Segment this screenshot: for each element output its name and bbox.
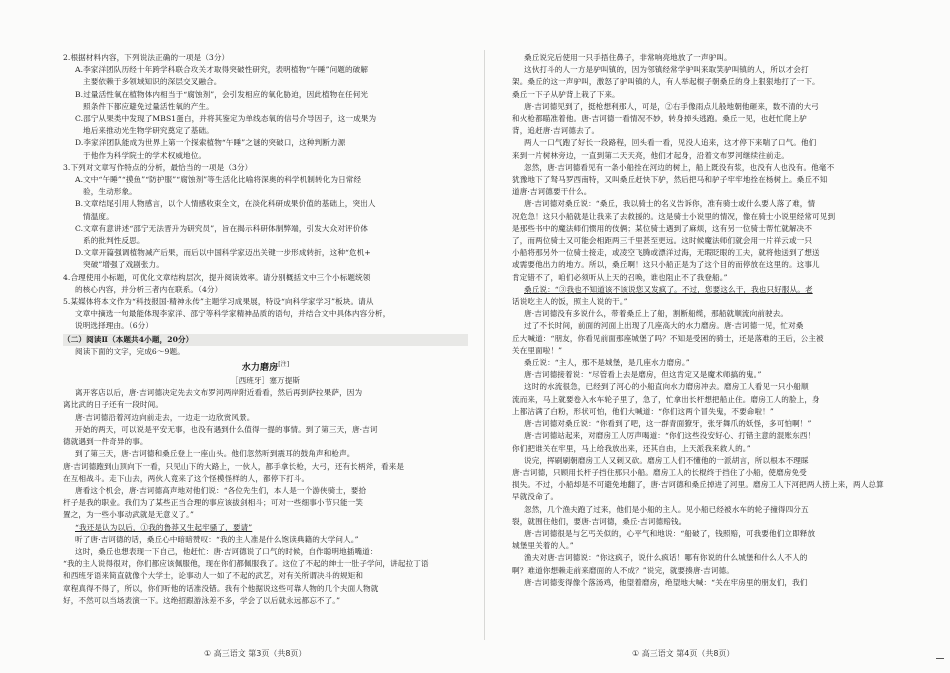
story-para-7: 听了唐·吉诃德的话，桑丘心中暗暗赞叹：“我的主人准是什么饱读典籍的大学问人。” (75, 534, 359, 544)
r-para-15: 说完，挥刷刷朝磨房工人又刺又砍。磨房工人们不懂他的一派胡言，所以根本不理睬 (524, 455, 809, 465)
r-para-3-cont: 和火枪都瞄准着他。唐·吉诃德一看情况不妙，转身掉头逃跑。桑丘一见，也赶忙爬上驴 (512, 114, 807, 124)
r-para-1: 桑丘说完后使用一只手捂住鼻子，非常响亮地放了一声驴叫。 (524, 53, 732, 62)
q5-stem-cont-2: 说明选择理由。（6分） (75, 321, 154, 331)
r-para-6-cont-4: 小船将那另外一位骑士接走，或凌空飞腾或漂洋过海，无瑕眨眼的工夫，就将他送到了想送 (512, 248, 820, 258)
q3-option-d-cont: 突破”增强了戏剧张力。 (83, 260, 164, 270)
r-para-5-cont-2: 道唐·吉诃德要干什么。 (512, 187, 592, 197)
page-footer-right: ① 高三语文 第4页（共8页） (632, 649, 735, 658)
r-para-2-cont-2: 桑丘一下子从驴背上栽了下来。 (512, 89, 620, 99)
q3-option-a: A.文中“午睡”“摸鱼”“防护服”“腐蚀剂”等生活化比喻将深奥的科学机制转化为日常经 (75, 175, 362, 185)
r-para-17: 唐·吉诃德很是与乞丐关似的，心平气和地说：“船破了，钱照赔，可我要他们立即释放 (524, 528, 816, 538)
q2-option-d-cont: 于他作为科学院士的学术权威地位。 (83, 150, 207, 160)
r-para-9-cont-2: 关在里面啦！” (512, 345, 563, 355)
r-para-9: 过了不长时间，前面的河面上出现了几座高大的水力磨房。唐·吉诃德一见，忙对桑 (524, 321, 804, 331)
r-para-2-cont: 架。桑丘的这一声驴叫，激怒了驴叫镇的人，有人举起棍子朝桑丘的身上狠狠地打了一下。 (512, 77, 820, 87)
q2-option-a: A.李家洋团队历经十年跨学科联合攻关才取得突破性研究，表明植物“午睡”问题的破解 (75, 65, 369, 75)
story-para-6: “我还是认为以后，①我的鲁莽又生起牢骚了，要请” (75, 522, 253, 532)
r-para-2: 这伙打斗的人一方是驴叫镇的，因为邻镇经常学驴叫来取笑驴叫镇的人，所以才会打 (524, 65, 809, 75)
r-para-15-cont-2: 损失。不过，小船却是不可避免地翻了，唐·吉诃德和桑丘掉进了河里。磨房工人下河把两人捞上来，两人总算 (512, 480, 884, 490)
r-para-6-cont: 况危急！这只小船就是让我来了去救援的。这是骑士小说里的情况，像在骑士小说里经常可见到 (512, 211, 836, 221)
r-para-17-cont: 城堡里关着的人。” (512, 541, 574, 551)
story-title-note: [注] (278, 361, 290, 369)
r-para-10: 桑丘说：“主人，那不是城堡，是几座水力磨房。” (524, 358, 690, 368)
column-divider (484, 50, 485, 640)
story-para-3-cont: 德就遇到一件奇异的事。 (63, 437, 148, 447)
r-para-8: 唐·吉诃德没有多说什么，带着桑丘上了船，割断船缆，那船就顺流向前驶去。 (524, 309, 789, 319)
r-para-5-cont: 犹豫地下了驽马罗西南特，又叫桑丘赶快下驴，然后把马和驴子牢牢地拴在杨树上。桑丘不知 (512, 175, 828, 185)
q3-option-d: D.文章开篇强调植物减产后果，而后以中国科学家迈出关键一步形成转折，这种“危机+ (75, 248, 371, 258)
q3-option-c: C.文章有意讲述“邵宁无法晋升为研究员”，旨在揭示科研体制弊端，引发大众对评价体 (75, 223, 369, 233)
story-para-5-cont-2: 置之，为一些小事动武就是无意义了。” (63, 510, 194, 520)
q4-stem-cont: 的核心内容，并分析三者内在联系。（4分） (75, 284, 223, 294)
q3-option-b: B.文章结尾引用人物感言，以个人情感收束全文，在淡化科研成果价值的基础上，突出人 (75, 199, 376, 209)
story-para-1-cont: 离比武的日子还有一段时间。 (63, 400, 164, 410)
q3-option-c-cont: 系的批判性反思。 (83, 236, 145, 246)
r-para-14: 唐·吉诃德站起来，对磨房工人厉声喝道：“你们这些没安好心、打错主意的混账东西！ (524, 431, 816, 441)
q3-option-a-cont: 验，生动形象。 (83, 187, 137, 197)
r-para-3-cont-2: 背，追赶唐·吉诃德去了。 (512, 126, 600, 136)
r-para-12: 这时的水流很急，已经到了河心的小船直向水力磨房冲去。磨房工人看见一只小船顺 (524, 382, 809, 392)
q2-option-c: C.邵宁从果类中发现了MBS1蛋白，并将其鉴定为单线态氧的信号介导因子，这一成果为 (75, 114, 377, 124)
q3-option-b-cont: 情温度。 (83, 211, 114, 221)
q5-stem-cont: 文章中摘选一句最能体现李家洋、邵宁等科学家精神品质的语句，并结合文中具体内容分析， (75, 309, 391, 319)
left-column (63, 52, 468, 607)
r-para-16: 忽然，几个渔夫跑了过来，他们是小船的主人。见小船已经被水车的轮子撞得四分五 (524, 504, 809, 514)
r-para-5: 忽然，唐·吉诃德看见有一条小船拴在河边的树上，船上既没有浆，也没有人也没有。他毫不 (524, 162, 835, 172)
story-para-4: 到了第三天，唐·吉诃德和桑丘登上一座山头。他们忽然听到震耳的鼓角声和枪声。 (75, 449, 355, 459)
r-para-15-cont: 唐·吉诃德，只顾用长杆子挡住那只小船。磨房工人的长棍终于挡住了小船，使磨房免受 (512, 467, 807, 477)
story-para-3: 开始的两天，可以说是平安无事，也没有遇到什么值得一提的事情。到了第三天，唐·吉诃 (75, 424, 378, 434)
story-para-5: 唐看这个机会，唐·吉诃德高声地对他们说：“各位先生们，本人是一个游侠骑士，要拾 (75, 485, 367, 495)
story-title-text: 水力磨房 (241, 363, 279, 374)
story-para-8-cont-3: 章程真得不得了，所以，你们听他的话准没错。我有个他据说这些可靠人物的几个夫面人物就 (63, 583, 379, 593)
section-header: （二）阅读Ⅱ（本题共4小题，20分） (63, 334, 468, 346)
r-para-3: 唐·吉诃德见到了，挺枪想利那人，可是，②右手像雨点儿般地朝他砸来，数不清的大弓 (524, 101, 819, 111)
r-para-7-cont: 话说吃主人的饭，照主人说的干。” (512, 297, 628, 307)
r-para-11: 唐·吉诃德接着说：“尽管看上去是磨房，但这肯定又是魔术师搞的鬼。” (524, 370, 762, 380)
q2-option-d: D.李家洋团队能成为世界上第一个探索植物“午睡”之谜的突破口，这种判断力源 (75, 138, 346, 148)
r-para-6-cont-5: 或需要他出力的地方。所以，桑丘啊！这只小船正是为了这个目的而停放在这里的。这事儿 (512, 260, 820, 270)
r-para-13: 唐·吉诃德对桑丘说：“你看到了吧，这一群青面獠牙，张牙舞爪的妖怪，多可怕啊！” (524, 419, 812, 429)
r-para-6-cont-6: 肯定错不了，咱们必须听从上天的召唤，谁也阻止不了我登船。” (512, 272, 728, 282)
r-para-6: 唐·吉诃德对桑丘说：“桑丘，我以骑士的名义告诉你，准有骑士或什么要人落了难，情 (524, 199, 816, 209)
r-para-18-cont: 啊？难道你想赖走前来磨面的人不成？”说完，就要揍唐·吉诃德。 (512, 565, 734, 575)
q2-option-b-cont: 照条件下都应避免过量活性氧的产生。 (83, 101, 214, 111)
r-para-18: 渔夫对唐·吉诃德说：“你这疯子，说什么疯话！哪有你说的什么城堡和什么人不人的 (524, 553, 808, 563)
q2-option-c-cont: 地后来推动光生物学研究奠定了基础。 (83, 126, 214, 136)
r-para-7: 桑丘说：“③我也不知道该不该说您又发疯了。不过，您要这么干，我也只好服从。老 (524, 284, 813, 294)
section-intro: 阅读下面的文字，完成6～9题。 (75, 346, 185, 356)
right-column (512, 52, 917, 589)
r-para-19: 唐·吉诃德变得像个落汤鸡，他望着磨房，绝望地大喊：“关在牢房里的朋友们，我们 (524, 577, 808, 587)
margin-dash (936, 658, 944, 659)
story-para-8-cont-2: 和西班牙语来简直就像个大学士，论事动人一如了不起的武艺，对有关所谓决斗的规矩和 (63, 571, 364, 581)
r-para-4-cont: 来到一片树林旁边，一直到第二天天亮，他们才起身，沿着文布罗河继续往前走。 (512, 150, 789, 160)
r-para-15-cont-3: 早就没命了。 (512, 492, 559, 502)
r-para-12-cont: 流而来，马上就要卷入水车轮子里了，急了，忙拿出长杆想把船止住。磨房工人的脸上，身 (512, 394, 820, 404)
story-author: ［西班牙］塞万提斯 (230, 376, 301, 386)
r-para-14-cont: 你们把谁关在牢里，马上给我放出来，还其自由，上天派我来救人的。” (512, 443, 751, 453)
page-footer-left: ① 高三语文 第3页（共8页） (204, 649, 307, 658)
story-para-4-cont: 唐·吉诃德跑到山顶向下一看，只见山下的大路上，一伙人，都手拿长枪，大弓，还有长柄斧，看来是 (63, 461, 405, 471)
r-para-6-cont-2: 是那些书中的魔法师们惯用的伎俩；某位骑士遇到了麻烦，这有另一位骑士帮忙就解决不 (512, 223, 813, 233)
r-para-16-cont: 裂，就围住他们，要唐·吉诃德，桑丘·吉诃德赔钱。 (512, 516, 687, 526)
q5-stem: 5.某媒体将本文作为“科技报国·精神永传”主题学习成果展，特设“向科学家学习”板块。请从 (63, 297, 374, 307)
q2-option-a-cont: 主要依赖于多领域知识的深层交叉融合。 (83, 77, 222, 87)
r-para-4: 两人一口气跑了好长一段路程，回头看一看，见没人追来，这才停下来喘了口气。他们 (524, 138, 817, 148)
story-para-1: 离开客店以后，唐·吉诃德决定先去文布罗河两岸附近看看，然后再到萨拉果萨，因为 (75, 388, 363, 398)
q2-option-b: B.过量活性氧在植物体内相当于“腐蚀剂”，会引发相应的氧化胁迫，因此植物在任何光 (75, 89, 369, 99)
story-para-8-cont-4: 好，不然可以当场表演一下。这绝招跟游泳差不多，学会了以后就永远都忘不了。” (63, 595, 341, 605)
r-para-6-cont-3: 了，而两位骑士又可能会相距两三千里甚至更远。这时候魔法师们就会用一片祥云或一只 (512, 236, 813, 246)
story-title (63, 358, 468, 375)
story-para-8-cont: “我的主人说得很对，你们都应该佩服他，现在你们都佩服我了。这位了不起的绅士一肚子学问，讲起拉丁语 (63, 559, 429, 569)
r-para-9-cont: 丘大喊道：“朋友，你看见前面那座城堡了吗？不知是受困的骑士，还是落难的王后，公主被 (512, 333, 824, 343)
r-para-12-cont-2: 上都沾满了白粉，形状可怕，他们大喊道：“你们这两个冒失鬼，不要命啦！” (512, 406, 774, 416)
story-para-4-cont-2: 在互相战斗。走下山去，两伙人竟来了这个怪模怪样的人，都停下打斗。 (63, 473, 310, 483)
q3-stem: 3.下列对文章写作特点的分析，最恰当的一项是（3分） (63, 162, 253, 172)
story-para-2: 唐·吉诃德沿着河边向前走去，一边走一边欣赏风景。 (75, 412, 255, 422)
q2-stem: 2.根据材料内容，下列说法正确的一项是（3分） (63, 53, 230, 62)
q4-stem: 4.合理使用小标题，可优化文章结构层次，提升阅读效率。请分别概括文中三个小标题统领 (63, 272, 371, 282)
story-para-5-cont: 杆子是我的职业。我们为了某些正当合理的事应该拔剑相斗；可对一些细事小节只能一笑 (63, 498, 364, 508)
story-para-8: 这时，桑丘也想表现一下自己，他赶忙：唐·吉诃德说了口气的时候，自作聪明地插嘴道： (75, 546, 378, 556)
